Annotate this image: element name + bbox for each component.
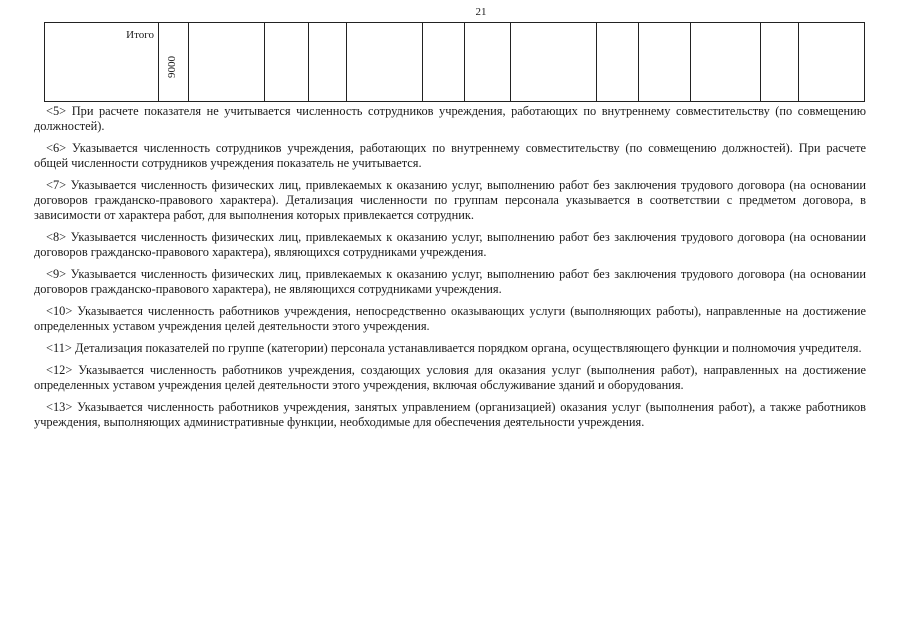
table-cell	[189, 23, 265, 102]
table-cell	[597, 23, 639, 102]
footnotes	[34, 104, 866, 437]
table-cell	[639, 23, 691, 102]
footnote-11: <11> Детализация показателей по группе (категории) персонала устанавливается порядком органа, осуществляющего функции и полномочия учредителя.	[46, 341, 862, 355]
table-cell	[465, 23, 511, 102]
table-cell	[309, 23, 347, 102]
table-cell	[423, 23, 465, 102]
page-number: 21	[475, 6, 487, 18]
footnote-10: <10> Указывается численность работников учреждения, непосредственно оказывающих услуги (выполняющих работы), направленные на достижение определенных уставом учреждения целей деятельности этого учреждения.	[34, 304, 866, 333]
footnote-13: <13> Указывается численность работников учреждения, занятых управлением (организацией) оказания услуг (выполнения работ), а также работников учреждения, выполняющих административные функции, необходимые для обеспечения деятельности учреждения.	[34, 400, 866, 429]
footnote-7: <7> Указывается численность физических лиц, привлекаемых к оказанию услуг, выполнению работ без заключения трудового договора (на основании договоров гражданско-правового характера). Детализация численности по группам персонала указывается в соответствии с предметом договора, в зависимости от характера работ, для выполнения которых привлекается сотрудник.	[34, 178, 866, 222]
row-code: 9000	[166, 56, 178, 78]
row-code-cell	[159, 23, 189, 102]
table-row	[45, 23, 865, 102]
table-cell	[347, 23, 423, 102]
table-cell	[799, 23, 865, 102]
table-fragment	[44, 22, 865, 102]
table-cell	[761, 23, 799, 102]
table-cell	[265, 23, 309, 102]
row-label-cell	[45, 23, 159, 102]
footnote-5: <5> При расчете показателя не учитывается численность сотрудников учреждения, работающих по внутреннему совместительству (по совмещению должностей).	[34, 104, 866, 133]
footnote-8: <8> Указывается численность физических лиц, привлекаемых к оказанию услуг, выполнению работ без заключения трудового договора (на основании договоров гражданско-правового характера), являющихся сотрудниками учреждения.	[34, 230, 866, 259]
table-cell	[511, 23, 597, 102]
footnote-12: <12> Указывается численность работников учреждения, создающих условия для оказания услуг (выполнения работ), направленных на достижение определенных уставом учреждения целей деятельности этого учреждения, включая обслуживание зданий и оборудования.	[34, 363, 866, 392]
footnote-6: <6> Указывается численность сотрудников учреждения, работающих по внутреннему совместительству (по совмещению должностей). При расчете общей численности сотрудников учреждения показатель не учитывается.	[34, 141, 866, 170]
footnote-9: <9> Указывается численность физических лиц, привлекаемых к оказанию услуг, выполнению работ без заключения трудового договора (на основании договоров гражданско-правового характера), не являющихся сотрудниками учреждения.	[34, 267, 866, 296]
row-label: Итого	[126, 29, 154, 41]
table-cell	[691, 23, 761, 102]
